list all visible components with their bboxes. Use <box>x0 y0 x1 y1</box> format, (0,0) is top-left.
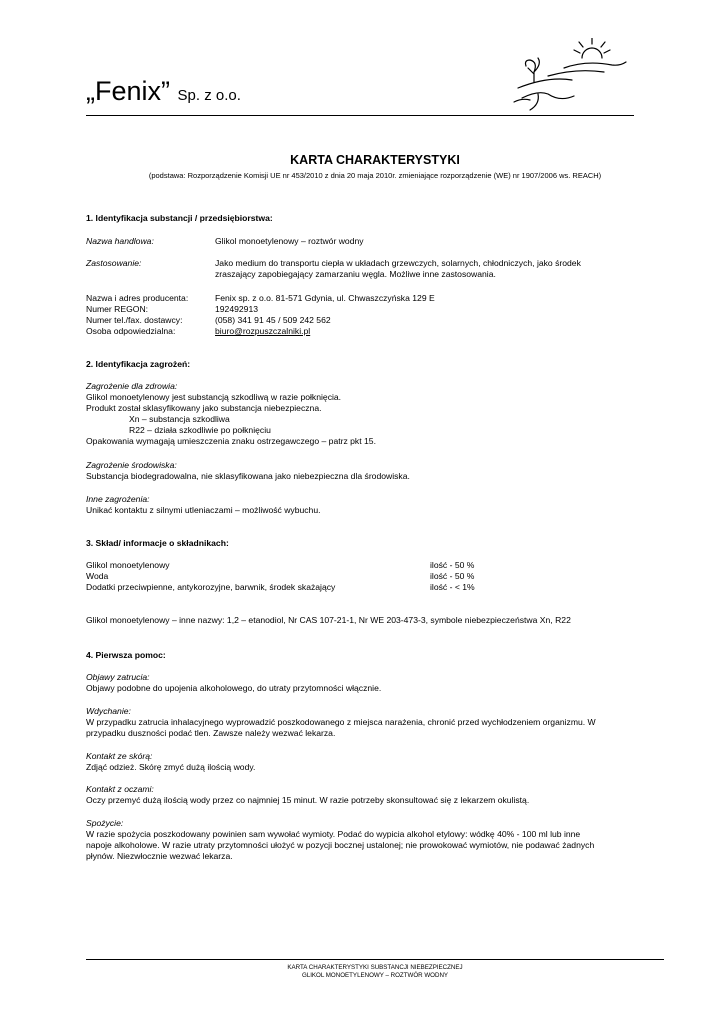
component-name: Dodatki przeciwpienne, antykorozyjne, barwnik, środek skażający <box>86 582 336 592</box>
ingestion-line2: napoje alkoholowe. W razie utraty przytomności ułożyć w pozycji bocznej ustalonej; nie prowokować wymiotów, nie podawać żadnych <box>86 840 595 850</box>
regon-label: Numer REGON: <box>86 304 149 314</box>
inhalation-line1: W przypadku zatrucia inhalacyjnego wyprowadzić poszkodowanego z miejsca narażenia, chronić przed wychłodzeniem organizmu. W <box>86 717 596 727</box>
health-hazard-line2: Produkt został sklasyfikowany jako substancja niebezpieczna. <box>86 403 322 413</box>
env-hazard-line1: Substancja biodegradowalna, nie sklasyfikowana jako niebezpieczna dla środowiska. <box>86 471 410 481</box>
health-hazard-line4: R22 – działa szkodliwie po połknięciu <box>129 425 271 435</box>
health-hazard-line3: Xn – substancja szkodliwa <box>129 414 230 424</box>
component-amount: ilość - < 1% <box>430 582 475 592</box>
producer-value: Fenix sp. z o.o. 81-571 Gdynia, ul. Chwaszczyńska 129 E <box>215 293 435 303</box>
trade-name-value: Glikol monoetylenowy – roztwór wodny <box>215 236 364 246</box>
trade-name-label: Nazwa handlowa: <box>86 236 154 246</box>
footer-line2: GLIKOL MONOETYLENOWY – ROZTWÓR WODNY <box>301 972 449 979</box>
use-value-line1: Jako medium do transportu ciepła w układach grzewczych, solarnych, chłodniczych, jako środek <box>215 258 581 268</box>
component-name: Glikol monoetylenowy <box>86 560 170 570</box>
company-name-suffix: Sp. z o.o. <box>177 87 241 104</box>
component-name: Woda <box>86 571 109 581</box>
skin-contact-line1: Zdjąć odzież. Skórę zmyć dużą ilością wody. <box>86 762 256 772</box>
component-amount: ilość - 50 % <box>430 560 475 570</box>
env-hazard-label: Zagrożenie środowiska: <box>86 460 177 470</box>
health-hazard-line5: Opakowania wymagają umieszczenia znaku ostrzegawczego – patrz pkt 15. <box>86 436 376 446</box>
use-value-line2: zraszający zapobiegający zamarzaniu węgla. Możliwe inne zastosowania. <box>215 269 496 279</box>
symptoms-line1: Objawy podobne do upojenia alkoholowego, do utraty przytomności włącznie. <box>86 683 382 693</box>
inhalation-line2: przypadku duszności podać tlen. Zawsze należy wezwać lekarza. <box>86 728 336 738</box>
ingestion-line1: W razie spożycia poszkodowany powinien sam wywołać wymioty. Podać do wypicia alkohol etylowy: wódkę 40% - 100 ml lub inne <box>86 829 581 839</box>
health-hazard-label: Zagrożenie dla zdrowia: <box>86 381 178 391</box>
producer-label: Nazwa i adres producenta: <box>86 293 189 303</box>
eye-contact-label: Kontakt z oczami: <box>86 784 154 794</box>
phone-value: (058) 341 91 45 / 509 242 562 <box>215 315 331 325</box>
ingestion-label: Spożycie: <box>86 818 124 828</box>
regon-value: 192492913 <box>215 304 259 314</box>
contact-email-link[interactable]: biuro@rozpuszczalniki.pl <box>215 326 311 336</box>
section-2-heading: 2. Identyfikacja zagrożeń: <box>86 359 191 369</box>
component-note: Glikol monoetylenowy – inne nazwy: 1,2 – etanodiol, Nr CAS 107-21-1, Nr WE 203-473-3, symbole niebezpieczeństwa Xn, R22 <box>86 615 571 625</box>
header-rule <box>86 115 634 116</box>
skin-contact-label: Kontakt ze skórą: <box>86 751 153 761</box>
footer-rule <box>86 959 664 960</box>
inhalation-label: Wdychanie: <box>86 706 131 716</box>
health-hazard-line1: Glikol monoetylenowy jest substancją szkodliwą w razie połknięcia. <box>86 392 342 402</box>
contact-label: Osoba odpowiedzialna: <box>86 326 176 336</box>
eye-contact-line1: Oczy przemyć dużą ilością wody przez co najmniej 15 minut. W razie potrzeby skonsultować się z lekarzem okulistą. <box>86 795 530 805</box>
company-name <box>86 76 241 107</box>
section-4-heading: 4. Pierwsza pomoc: <box>86 650 166 660</box>
company-name-main: „Fenix” <box>86 76 171 106</box>
fenix-logo-icon <box>508 38 628 116</box>
use-label: Zastosowanie: <box>86 258 142 268</box>
document-title: KARTA CHARAKTERYSTYKI <box>290 153 460 167</box>
section-1-heading: 1. Identyfikacja substancji / przedsiębiorstwa: <box>86 213 273 223</box>
other-hazard-line1: Unikać kontaktu z silnymi utleniaczami – możliwość wybuchu. <box>86 505 321 515</box>
ingestion-line3: płynów. Niezwłocznie wezwać lekarza. <box>86 851 233 861</box>
phone-label: Numer tel./fax. dostawcy: <box>86 315 183 325</box>
symptoms-label: Objawy zatrucia: <box>86 672 150 682</box>
other-hazard-label: Inne zagrożenia: <box>86 494 150 504</box>
component-amount: ilość - 50 % <box>430 571 475 581</box>
footer-line1: KARTA CHARAKTERYSTYKI SUBSTANCJI NIEBEZPIECZNEJ <box>287 964 463 971</box>
section-3-heading: 3. Skład/ informacje o składnikach: <box>86 538 229 548</box>
document-subtitle: (podstawa: Rozporządzenie Komisji UE nr 453/2010 z dnia 20 maja 2010r. zmieniające rozporządzenie (WE) nr 1907/2006 ws. REACH) <box>148 171 602 180</box>
